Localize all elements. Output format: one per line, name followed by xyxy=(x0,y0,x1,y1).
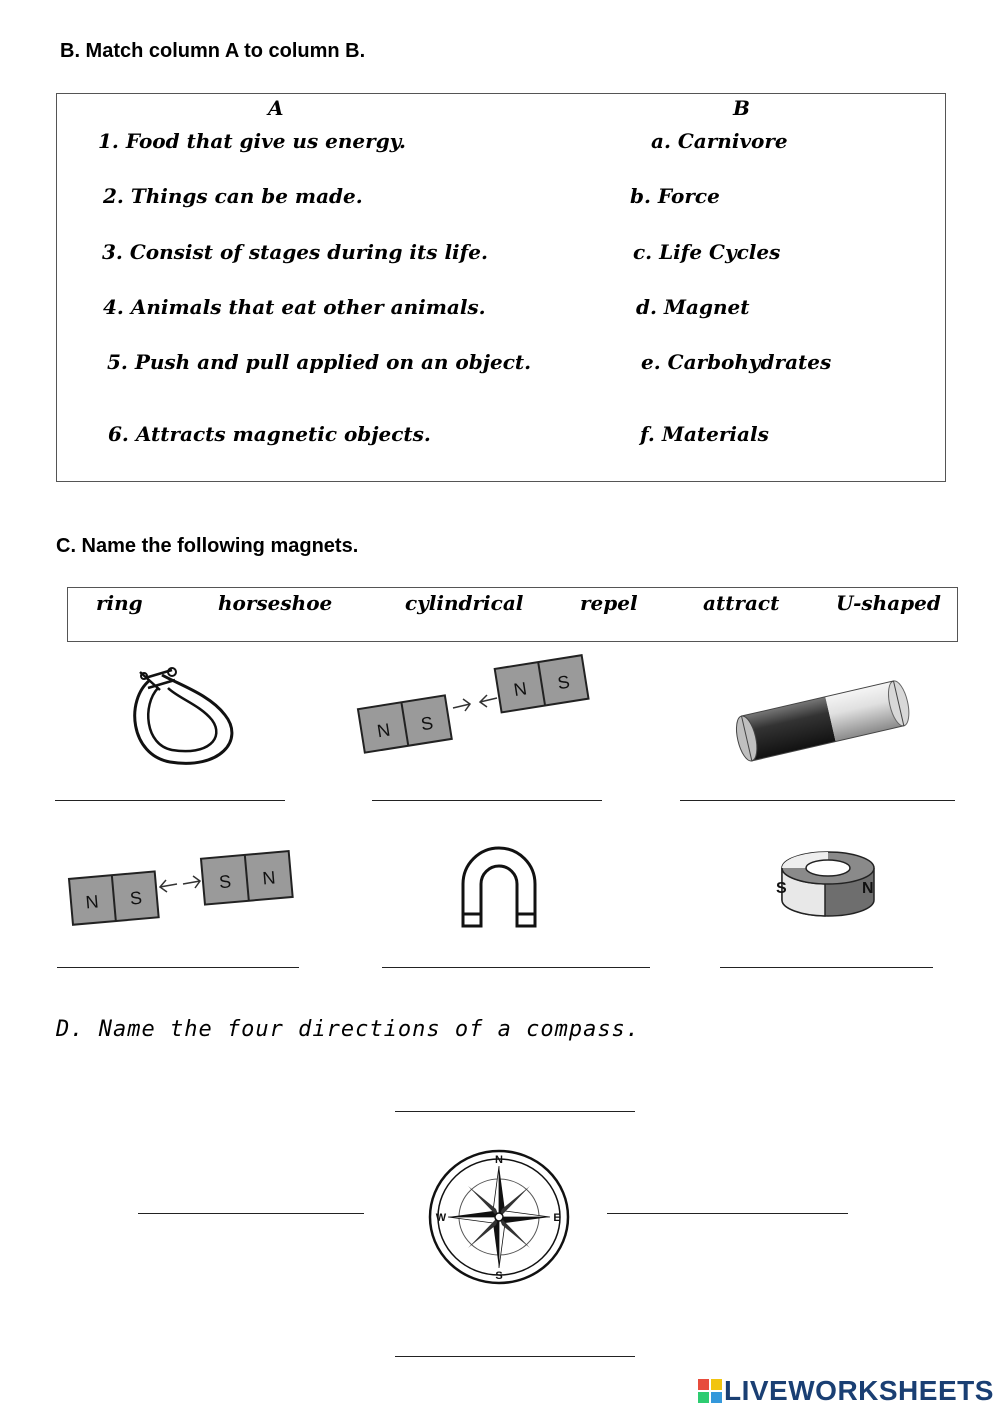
compass-west-label: W xyxy=(435,1212,447,1224)
magnet-pole-label: S xyxy=(556,671,572,694)
answer-line[interactable] xyxy=(372,800,602,801)
item-b-d: d. Magnet xyxy=(636,295,750,319)
arrow-icon xyxy=(183,876,200,888)
answer-line[interactable] xyxy=(680,800,955,801)
item-a-2: 2. Things can be made. xyxy=(103,184,363,208)
item-a-5: 5. Push and pull applied on an object. xyxy=(107,350,532,374)
ring-magnet-image xyxy=(770,838,885,923)
magnet-pole-label: S xyxy=(419,712,435,735)
answer-line-west[interactable] xyxy=(138,1213,364,1214)
section-c-heading: C. Name the following magnets. xyxy=(56,535,359,557)
item-a-6: 6. Attracts magnetic objects. xyxy=(108,422,431,446)
column-b-header: B xyxy=(733,96,750,120)
item-b-e: e. Carbohydrates xyxy=(641,350,832,374)
answer-line[interactable] xyxy=(720,967,933,968)
answer-line-north[interactable] xyxy=(395,1111,635,1112)
cylindrical-magnet-image xyxy=(730,668,915,763)
liveworksheets-logo-text[interactable]: LIVEWORKSHEETS xyxy=(724,1375,994,1406)
column-a-header: A xyxy=(268,96,284,120)
answer-line[interactable] xyxy=(57,967,299,968)
answer-line-east[interactable] xyxy=(607,1213,848,1214)
compass-image xyxy=(426,1148,572,1286)
magnet-pole-label: N xyxy=(862,880,874,897)
magnet-pole-label: S xyxy=(129,887,143,909)
magnet-pole-label: N xyxy=(512,678,529,701)
answer-line[interactable] xyxy=(382,967,650,968)
compass-south-label: S xyxy=(495,1270,503,1282)
item-b-c: c. Life Cycles xyxy=(633,240,781,264)
item-b-b: b. Force xyxy=(630,184,720,208)
arrow-icon xyxy=(453,699,470,711)
item-b-f: f. Materials xyxy=(640,422,769,446)
item-b-a: a. Carnivore xyxy=(651,129,788,153)
compass-east-label: E xyxy=(553,1212,561,1224)
compass-north-label: N xyxy=(495,1154,503,1166)
word-u-shaped: U-shaped xyxy=(836,591,941,615)
liveworksheets-logo-icon xyxy=(697,1378,723,1404)
answer-line-south[interactable] xyxy=(395,1356,635,1357)
word-attract: attract xyxy=(703,591,780,615)
answer-line[interactable] xyxy=(55,800,285,801)
horseshoe-magnet-image xyxy=(120,660,245,770)
word-ring: ring xyxy=(96,591,143,615)
arrow-icon xyxy=(160,880,177,892)
item-a-3: 3. Consist of stages during its life. xyxy=(102,240,488,264)
word-horseshoe: horseshoe xyxy=(218,591,333,615)
magnet-pole-label: N xyxy=(261,867,277,889)
word-repel: repel xyxy=(580,591,638,615)
item-a-1: 1. Food that give us energy. xyxy=(98,129,406,153)
section-d-heading: D. Name the four directions of a compass. xyxy=(56,1017,641,1042)
arrow-icon xyxy=(480,695,497,707)
item-a-4: 4. Animals that eat other animals. xyxy=(103,295,486,319)
repelling-bar-magnets-image xyxy=(65,840,300,935)
word-cylindrical: cylindrical xyxy=(405,591,524,615)
u-shaped-magnet-image xyxy=(455,842,545,932)
attracting-bar-magnets-image xyxy=(355,650,595,760)
section-b-heading: B. Match column A to column B. xyxy=(60,40,366,62)
magnet-pole-label: N xyxy=(84,891,100,913)
magnet-pole-label: S xyxy=(218,871,232,893)
magnet-pole-label: S xyxy=(776,880,787,897)
magnet-pole-label: N xyxy=(375,719,392,742)
